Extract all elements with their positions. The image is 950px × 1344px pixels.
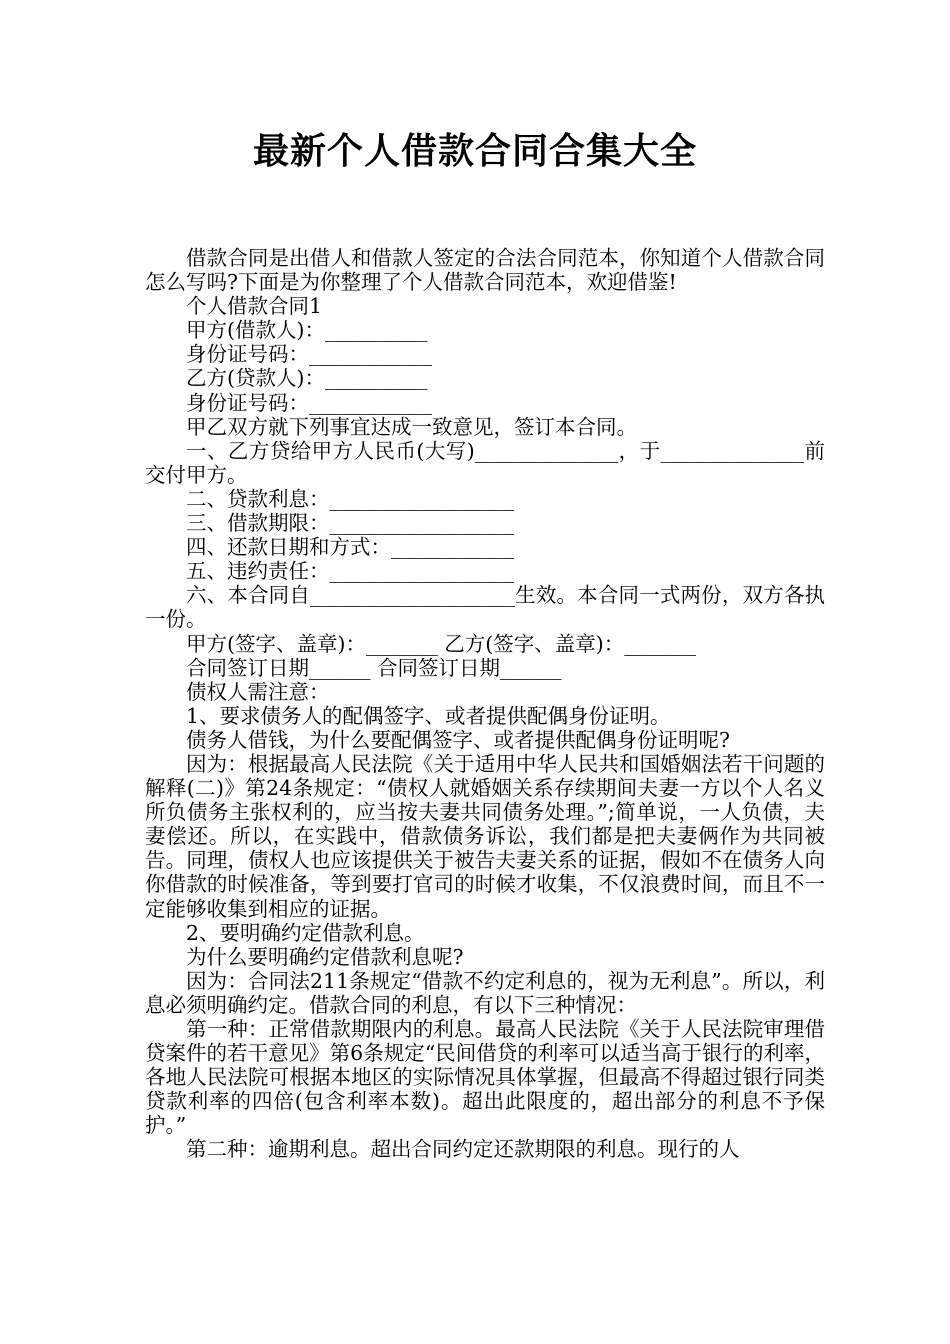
clause-3: 三、借款期限：__________________	[186, 511, 514, 536]
note-2-question: 为什么要明确约定借款利息呢?	[186, 944, 464, 969]
clause-4: 四、还款日期和方式：____________	[186, 535, 514, 560]
document-title: 最新个人借款合同合集大全	[252, 131, 697, 172]
agreement-statement: 甲乙双方就下列事宜达成一致意见，签订本合同。	[186, 414, 637, 439]
note-1-heading: 1、要求债务人的配偶签字、或者提供配偶身份证明。	[186, 703, 671, 728]
clause-1: 一、乙方贷给甲方人民币(大写)______________，于______________前交付甲方。	[145, 438, 825, 487]
note-1-question: 债务人借钱，为什么要配偶签字、或者提供配偶身份证明呢?	[186, 727, 730, 752]
party-a-field: 甲方(借款人)：__________	[186, 318, 428, 343]
interest-type-1: 第一种：正常借款期限内的利息。最高人民法院《关于人民法院审理借贷案件的若干意见》第6条规定“民间借贷的利率可以适当高于银行的利率，各地人民法院可根据本地区的实际情况具体掌握，但最高不得超过银行同类贷款利率的四倍(包含利率本数)。超出此限度的，超出部分的利息不予保护。”	[145, 1017, 825, 1138]
party-b-id-field: 身份证号码：____________	[186, 390, 432, 415]
signature-line: 甲方(签字、盖章)：_______ 乙方(签字、盖章)：_______	[186, 631, 697, 656]
creditor-notes-heading: 债权人需注意：	[186, 679, 330, 704]
party-a-id-field: 身份证号码：____________	[186, 342, 432, 367]
note-2-answer: 因为：合同法211条规定“借款不约定利息的，视为无利息”。所以，利息必须明确约定。借款合同的利息，有以下三种情况：	[145, 968, 825, 1017]
party-b-field: 乙方(贷款人)：__________	[186, 366, 428, 391]
clause-2: 二、贷款利息：__________________	[186, 486, 514, 511]
intro-paragraph: 借款合同是出借人和借款人签定的合法合同范本，你知道个人借款合同怎么写吗?下面是为你整理了个人借款合同范本，欢迎借鉴!	[145, 246, 825, 295]
document-body	[145, 246, 825, 1162]
note-2-heading: 2、要明确约定借款利息。	[186, 920, 425, 945]
signing-date-line: 合同签订日期______ 合同签订日期______	[186, 655, 562, 680]
clause-5: 五、违约责任：__________________	[186, 559, 514, 584]
clause-6: 六、本合同自____________________生效。本合同一式两份，双方各执一份。	[145, 583, 825, 632]
interest-type-2: 第二种：逾期利息。超出合同约定还款期限的利息。现行的人	[186, 1137, 740, 1162]
contract-heading: 个人借款合同1	[186, 294, 323, 319]
note-1-answer: 因为：根据最高人民法院《关于适用中华人民共和国婚姻法若干问题的解释(二)》第24条规定：“债权人就婚姻关系存续期间夫妻一方以个人名义所负债务主张权利的，应当按夫妻共同债务处理。”;简单说，一人负债，夫妻偿还。所以，在实践中，借款债务诉讼，我们都是把夫妻俩作为共同被告。同理，债权人也应该提供关于被告夫妻关系的证据，假如不在债务人向你借款的时候准备，等到要打官司的时候才收集，不仅浪费时间，而且不一定能够收集到相应的证据。	[145, 751, 825, 921]
